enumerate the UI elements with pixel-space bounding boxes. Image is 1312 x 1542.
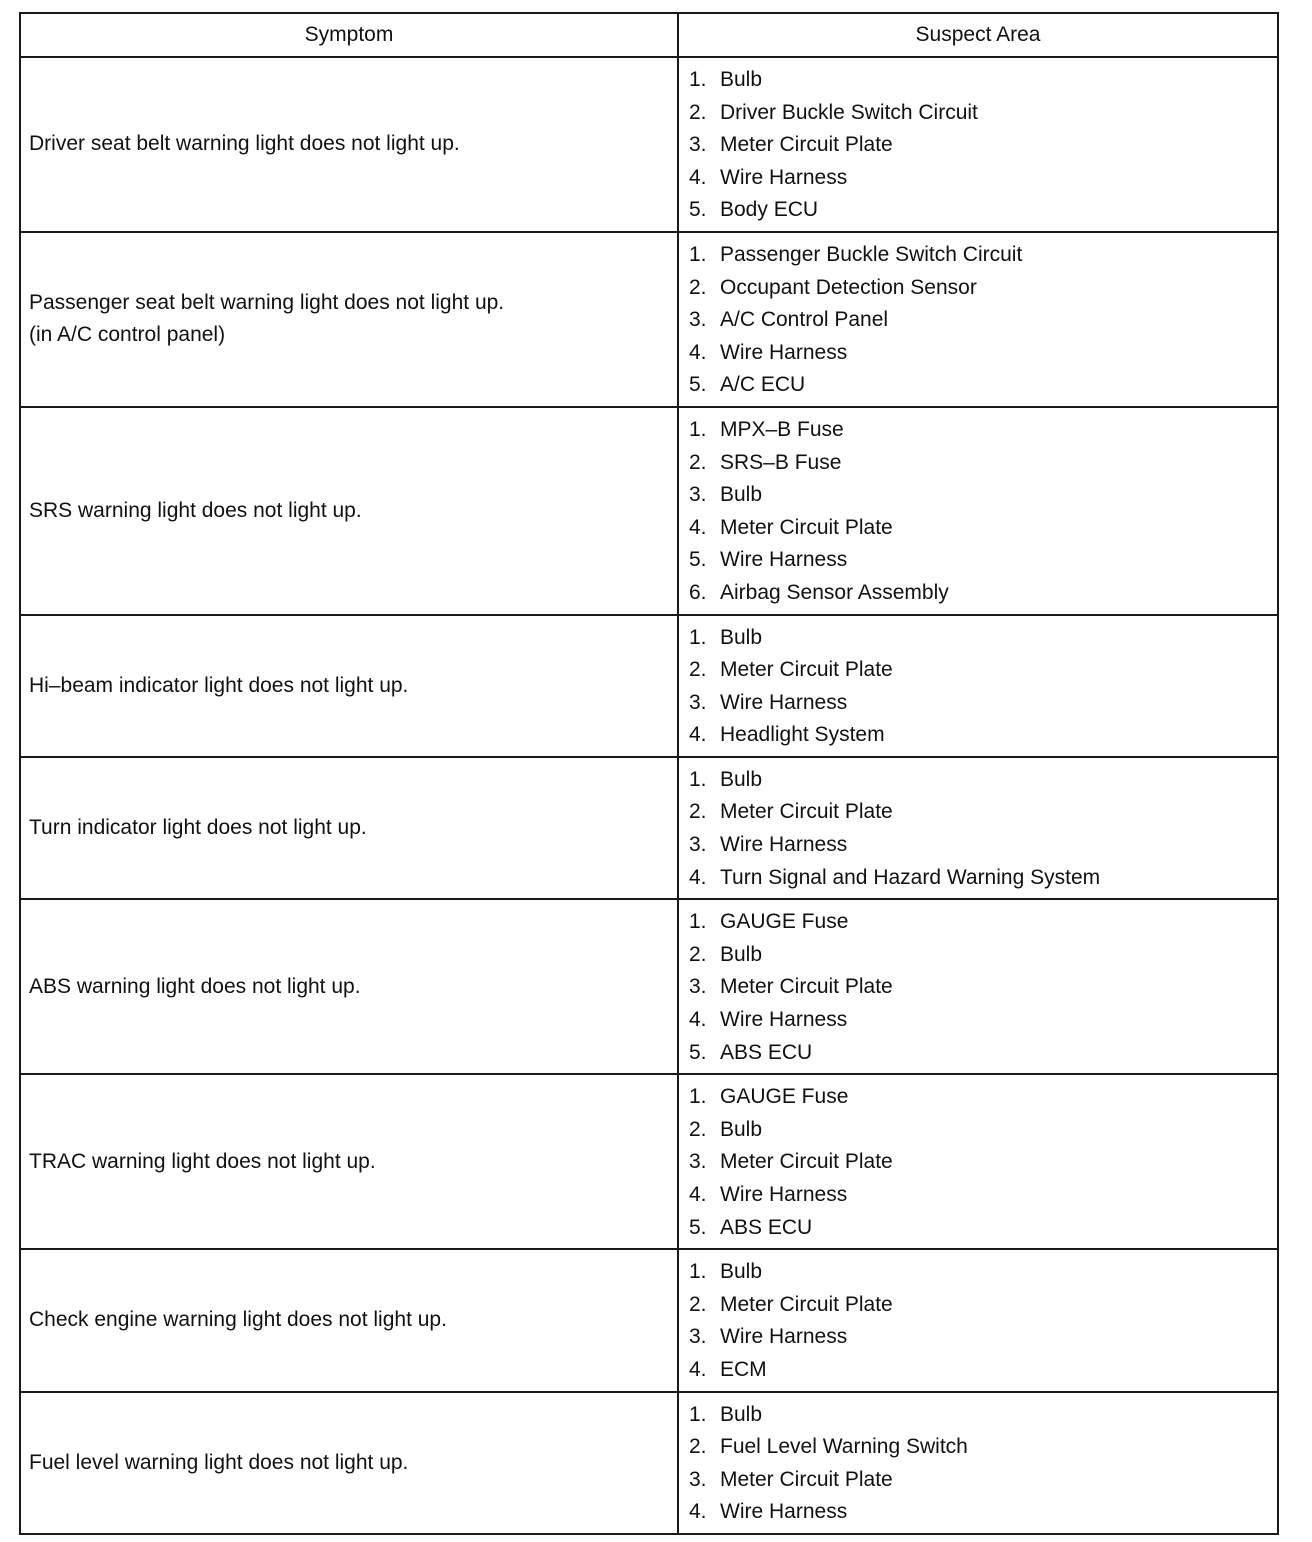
suspect-number: 4. [689,1500,707,1524]
symptom-text: TRAC warning light does not light up. [29,1149,376,1173]
symptom-text: (in A/C control panel) [29,323,226,347]
suspect-number: 1. [689,417,707,441]
suspect-area-cell [678,1249,1278,1391]
suspect-number: 2. [689,1292,707,1316]
suspect-text: Meter Circuit Plate [720,1292,893,1316]
suspect-text: Turn Signal and Hazard Warning System [720,865,1101,889]
suspect-number: 3. [689,1325,707,1349]
suspect-item [689,272,1277,305]
suspect-number: 3. [689,483,707,507]
suspect-item [689,129,1277,162]
symptom-text: Turn indicator light does not light up. [29,816,367,840]
symptom-cell [20,1074,678,1249]
suspect-number: 5. [689,548,707,572]
suspect-list [689,1256,1277,1386]
suspect-text: Body ECU [720,198,819,222]
suspect-number: 4. [689,865,707,889]
suspect-number: 3. [689,1467,707,1491]
suspect-text: Wire Harness [720,548,848,572]
suspect-text: Wire Harness [720,1008,848,1032]
suspect-item [689,1004,1277,1037]
suspect-area-cell [678,615,1278,757]
table-row [20,615,1278,757]
suspect-item [689,719,1277,752]
suspect-list [689,622,1277,752]
suspect-area-cell [678,757,1278,899]
suspect-item [689,1037,1277,1070]
suspect-item [689,764,1277,797]
suspect-item [689,1464,1277,1497]
suspect-text: A/C ECU [720,373,806,397]
suspect-text: Bulb [720,625,763,649]
suspect-item [689,577,1277,610]
suspect-number: 2. [689,450,707,474]
table-row [20,1392,1278,1534]
suspect-item [689,447,1277,480]
suspect-item [689,1321,1277,1354]
suspect-item [689,1354,1277,1387]
suspect-item [689,1256,1277,1289]
table-row [20,407,1278,615]
suspect-item [689,64,1277,97]
suspect-area-cell [678,1074,1278,1249]
suspect-item [689,1496,1277,1529]
suspect-item [689,687,1277,720]
suspect-list [689,1081,1277,1244]
symptom-text: Hi–beam indicator light does not light up. [29,673,409,697]
suspect-text: Fuel Level Warning Switch [720,1435,968,1459]
suspect-number: 4. [689,1357,707,1381]
symptom-cell [20,1249,678,1391]
suspect-number: 1. [689,68,707,91]
table-body [20,57,1278,1534]
table-row [20,899,1278,1074]
suspect-item [689,194,1277,227]
suspect-number: 3. [689,308,707,332]
suspect-text: ABS ECU [720,1040,813,1064]
suspect-text: Wire Harness [720,833,848,857]
suspect-item [689,337,1277,370]
suspect-number: 5. [689,1215,707,1239]
suspect-number: 2. [689,942,707,966]
suspect-text: SRS–B Fuse [720,450,842,474]
suspect-area-cell [678,232,1278,407]
header-symptom: Symptom [20,13,678,57]
suspect-number: 3. [689,833,707,857]
table-row [20,57,1278,232]
suspect-list [689,239,1277,402]
suspect-item [689,479,1277,512]
suspect-text: MPX–B Fuse [720,417,844,441]
suspect-area-cell [678,1392,1278,1534]
suspect-item [689,906,1277,939]
suspect-text: Bulb [720,483,763,507]
suspect-text: Occupant Detection Sensor [720,275,977,299]
suspect-text: Wire Harness [720,1325,848,1349]
suspect-text: Meter Circuit Plate [720,515,893,539]
suspect-text: Bulb [720,1260,763,1284]
suspect-list [689,64,1277,227]
suspect-number: 2. [689,658,707,682]
header-row [20,13,1278,57]
suspect-text: Wire Harness [720,1500,848,1524]
suspect-area-cell [678,57,1278,232]
suspect-text: Driver Buckle Switch Circuit [720,100,978,124]
suspect-number: 2. [689,800,707,824]
suspect-item [689,1212,1277,1245]
suspect-area-cell [678,407,1278,615]
symptom-cell [20,407,678,615]
suspect-text: Wire Harness [720,690,848,714]
suspect-item [689,1289,1277,1322]
suspect-number: 1. [689,242,707,266]
suspect-item [689,654,1277,687]
suspect-number: 3. [689,690,707,714]
symptom-text: Driver seat belt warning light does not light up. [29,132,460,156]
suspect-number: 2. [689,275,707,299]
suspect-item [689,304,1277,337]
suspect-number: 4. [689,1183,707,1206]
suspect-text: GAUGE Fuse [720,1085,849,1109]
suspect-item [689,1146,1277,1179]
suspect-item [689,162,1277,195]
suspect-number: 3. [689,1150,707,1174]
suspect-number: 4. [689,340,707,364]
suspect-area-cell [678,899,1278,1074]
symptom-table [19,12,1279,1535]
suspect-text: Airbag Sensor Assembly [720,580,949,604]
suspect-text: Bulb [720,1117,763,1141]
suspect-number: 2. [689,1435,707,1459]
symptom-cell [20,1392,678,1534]
suspect-text: Bulb [720,942,763,966]
suspect-text: A/C Control Panel [720,308,889,332]
suspect-item [689,971,1277,1004]
suspect-item [689,796,1277,829]
suspect-number: 2. [689,100,707,124]
symptom-text: Check engine warning light does not light up. [29,1308,447,1332]
suspect-item [689,544,1277,577]
suspect-text: Bulb [720,68,763,91]
suspect-item [689,1114,1277,1147]
suspect-list [689,906,1277,1069]
suspect-item [689,829,1277,862]
suspect-item [689,1399,1277,1432]
suspect-text: Wire Harness [720,165,848,189]
suspect-item [689,862,1277,895]
suspect-list [689,1399,1277,1529]
suspect-number: 1. [689,910,707,934]
suspect-number: 5. [689,198,707,222]
suspect-item [689,1179,1277,1212]
suspect-number: 1. [689,767,707,791]
table-row [20,757,1278,899]
suspect-text: Bulb [720,767,763,791]
symptom-text: Fuel level warning light does not light up. [29,1450,409,1474]
suspect-number: 5. [689,373,707,397]
suspect-item [689,939,1277,972]
suspect-item [689,239,1277,272]
suspect-item [689,1081,1277,1114]
symptom-text: SRS warning light does not light up. [29,498,362,522]
suspect-item [689,622,1277,655]
suspect-text: Meter Circuit Plate [720,1467,893,1491]
suspect-text: Wire Harness [720,340,848,364]
suspect-number: 1. [689,1260,707,1284]
symptom-text: ABS warning light does not light up. [29,974,361,998]
suspect-text: Bulb [720,1402,763,1426]
suspect-number: 6. [689,580,707,604]
suspect-number: 1. [689,1402,707,1426]
suspect-number: 4. [689,515,707,539]
symptom-text: Passenger seat belt warning light does not light up. [29,291,505,315]
suspect-text: Meter Circuit Plate [720,658,893,682]
suspect-number: 4. [689,165,707,189]
table-row [20,1074,1278,1249]
suspect-number: 4. [689,723,707,747]
suspect-item [689,1431,1277,1464]
suspect-list [689,414,1277,610]
suspect-text: Wire Harness [720,1183,848,1206]
suspect-text: Meter Circuit Plate [720,975,893,999]
symptom-cell [20,232,678,407]
suspect-number: 1. [689,1085,707,1109]
header-suspect-area: Suspect Area [678,13,1278,57]
suspect-item [689,97,1277,130]
suspect-item [689,369,1277,402]
suspect-text: GAUGE Fuse [720,910,849,934]
suspect-number: 5. [689,1040,707,1064]
suspect-number: 3. [689,133,707,157]
table-row [20,1249,1278,1391]
suspect-number: 3. [689,975,707,999]
suspect-list [689,764,1277,894]
suspect-text: ECM [720,1357,767,1381]
suspect-number: 2. [689,1117,707,1141]
suspect-text: Meter Circuit Plate [720,133,893,157]
table-row [20,232,1278,407]
suspect-text: ABS ECU [720,1215,813,1239]
symptom-cell [20,757,678,899]
symptom-cell [20,615,678,757]
suspect-text: Meter Circuit Plate [720,1150,893,1174]
symptom-cell [20,57,678,232]
suspect-text: Passenger Buckle Switch Circuit [720,242,1023,266]
suspect-item [689,512,1277,545]
symptom-cell [20,899,678,1074]
suspect-number: 1. [689,625,707,649]
suspect-text: Meter Circuit Plate [720,800,893,824]
suspect-item [689,414,1277,447]
suspect-text: Headlight System [720,723,885,747]
suspect-number: 4. [689,1008,707,1032]
